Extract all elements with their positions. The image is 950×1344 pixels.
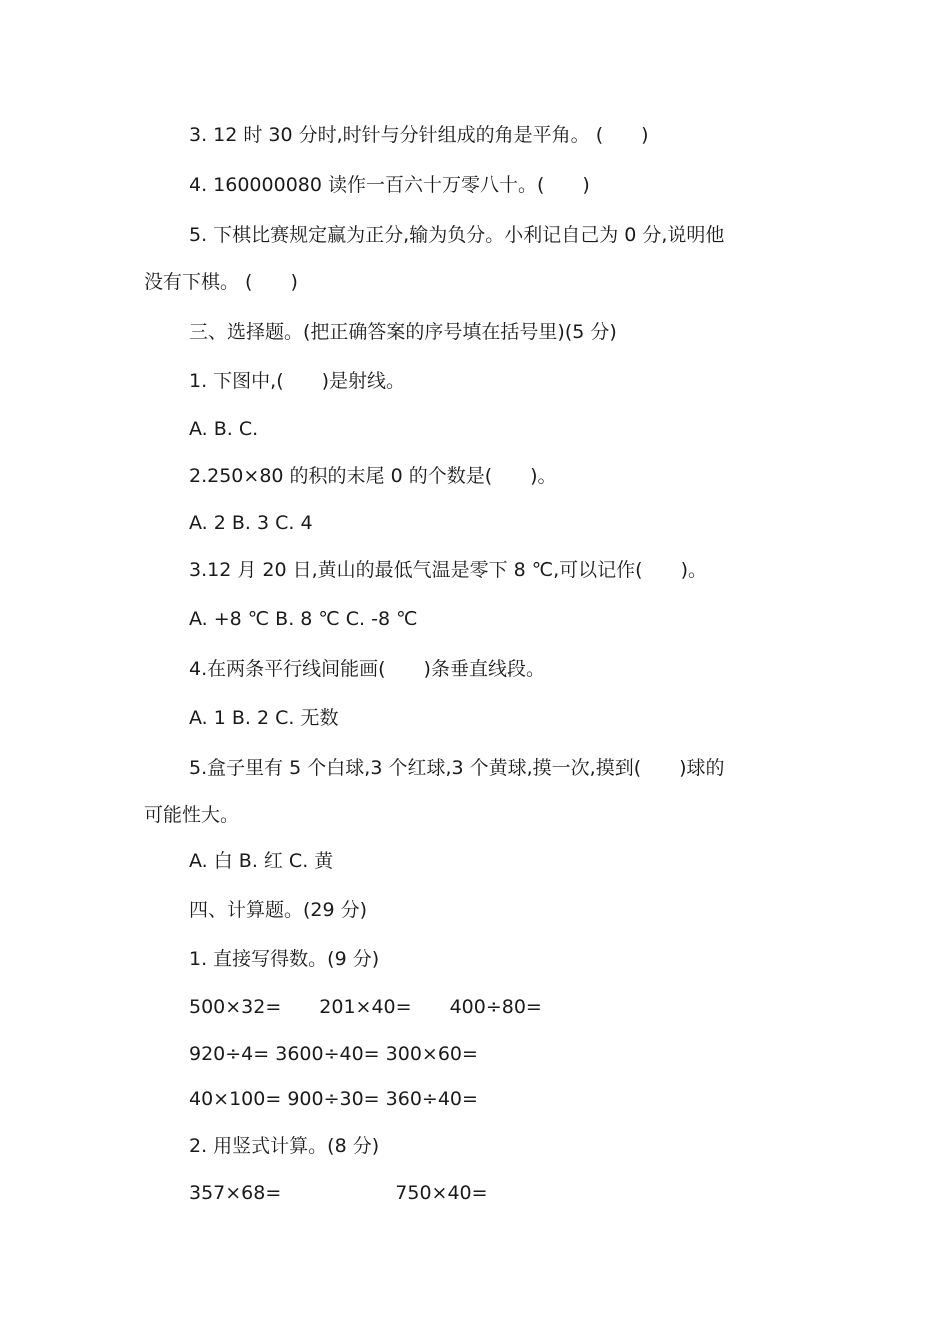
true-false-item-5-continued: 没有下棋。 ( ) — [144, 271, 298, 293]
choice-question-5: 5.盒子里有 5 个白球,3 个红球,3 个黄球,摸一次,摸到( )球的 — [189, 757, 725, 779]
choice-question-5-continued: 可能性大。 — [144, 804, 240, 826]
choice-question-2-options: A. 2 B. 3 C. 4 — [189, 512, 313, 534]
choice-question-5-options: A. 白 B. 红 C. 黄 — [189, 850, 334, 872]
true-false-item-4: 4. 160000080 读作一百六十万零八十。( ) — [189, 174, 590, 196]
calc-part-2-heading: 2. 用竖式计算。(8 分) — [189, 1135, 380, 1157]
true-false-item-3: 3. 12 时 30 分时,时针与分针组成的角是平角。 ( ) — [189, 124, 649, 146]
calc-part-1-heading: 1. 直接写得数。(9 分) — [189, 948, 380, 970]
calc-row-2: 920÷4= 3600÷40= 300×60= — [189, 1043, 478, 1065]
section-3-heading: 三、选择题。(把正确答案的序号填在括号里)(5 分) — [189, 321, 617, 343]
choice-question-4: 4.在两条平行线间能画( )条垂直线段。 — [189, 658, 545, 680]
calc-row-1: 500×32= 201×40= 400÷80= — [189, 996, 542, 1018]
section-4-heading: 四、计算题。(29 分) — [189, 899, 368, 921]
choice-question-1-options: A. B. C. — [189, 418, 259, 440]
choice-question-3: 3.12 月 20 日,黄山的最低气温是零下 8 ℃,可以记作( )。 — [189, 559, 708, 581]
choice-question-1: 1. 下图中,( )是射线。 — [189, 370, 406, 392]
choice-question-2: 2.250×80 的积的末尾 0 的个数是( )。 — [189, 465, 557, 487]
calc-row-3: 40×100= 900÷30= 360÷40= — [189, 1088, 478, 1110]
choice-question-3-options: A. +8 ℃ B. 8 ℃ C. -8 ℃ — [189, 608, 418, 630]
vertical-calc-row: 357×68= 750×40= — [189, 1182, 488, 1204]
true-false-item-5: 5. 下棋比赛规定赢为正分,输为负分。小利记自己为 0 分,说明他 — [189, 224, 725, 246]
choice-question-4-options: A. 1 B. 2 C. 无数 — [189, 707, 339, 729]
